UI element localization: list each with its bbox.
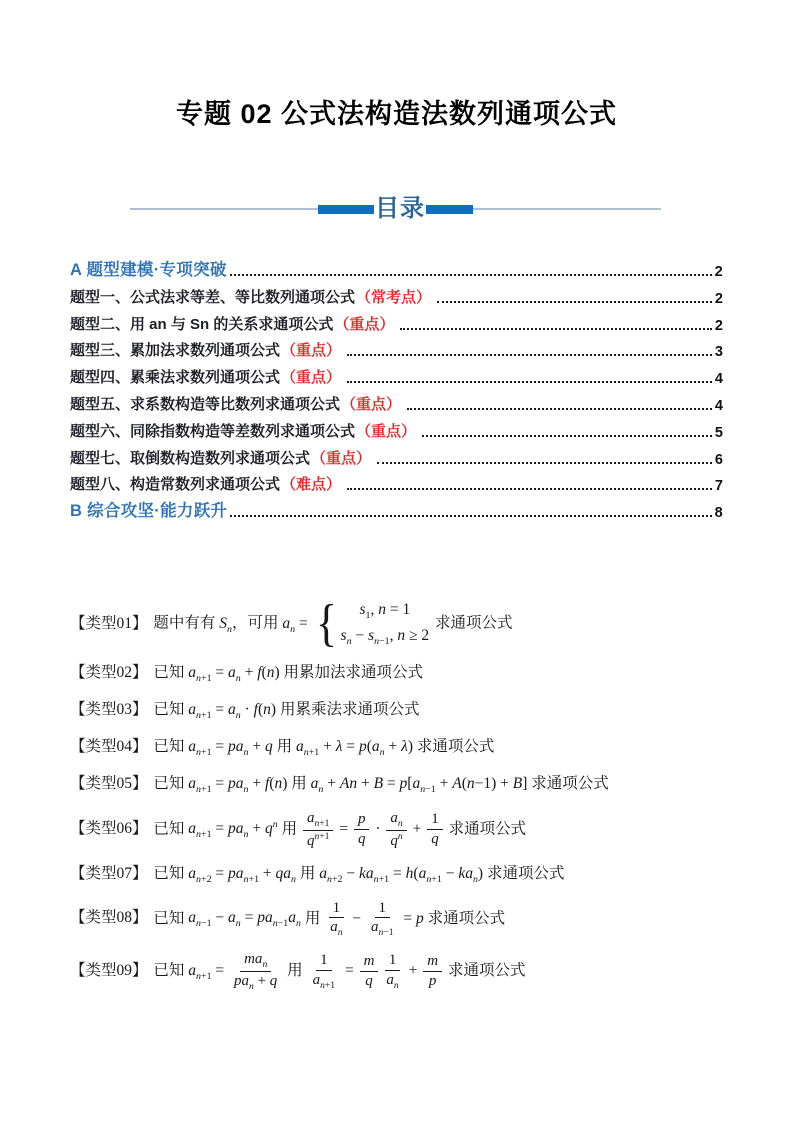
math-fraction	[423, 952, 442, 991]
formula-type-tag: 【类型01】	[70, 614, 148, 632]
toc-entry-label: 题型七、取倒数构造数列求通项公式	[70, 449, 311, 467]
fraction-denominator: $q^n$	[390, 830, 403, 849]
toc-page-number: 4	[714, 371, 723, 388]
formula-text: 用	[283, 962, 307, 980]
page-title: 专题 02 公式法构造法数列通项公式	[175, 99, 618, 129]
fraction-denominator: $q^{n+1}$	[306, 830, 330, 849]
divider-line-right	[473, 208, 661, 210]
toc-page-number: 2	[714, 264, 723, 280]
formula-text: 已知	[153, 962, 189, 980]
fraction-numerator: 1	[316, 951, 332, 971]
fraction-numerator: $a_n$	[386, 809, 406, 831]
fraction-denominator: $pa_n + q$	[234, 973, 278, 993]
math-fraction	[230, 950, 281, 993]
toc-entry-label: 题型二、用 an 与 Sn 的关系求通项公式	[70, 315, 334, 333]
formula-text: 已知	[153, 820, 189, 838]
formula-text: 求通项公式	[423, 909, 506, 927]
formula-text: ，可用	[231, 614, 283, 632]
toc-entry-label: 题型三、累加法求数列通项公式	[70, 342, 281, 360]
toc-entry[interactable]	[70, 287, 723, 307]
formula-text: 用	[287, 774, 311, 792]
toc-entry-tag: （重点）	[281, 369, 342, 387]
toc-dot-leader	[347, 488, 712, 490]
formula-type-tag: 【类型09】	[70, 962, 148, 980]
formula-text: 题中有有	[153, 614, 220, 632]
formula-text: 用累乘法求通项公式	[276, 700, 420, 718]
toc-entry-label: A 题型建模·专项突破	[70, 261, 227, 279]
math-expression: $a_{n+2} - ka_{n+1} = h(a_{n+1} - ka_n)$	[319, 864, 484, 885]
toc-entry[interactable]	[70, 340, 723, 360]
math-fraction	[326, 899, 346, 940]
toc-dot-leader	[347, 381, 712, 383]
cases-rows	[339, 598, 430, 650]
math-expression: =	[341, 962, 358, 980]
toc-dot-leader	[422, 435, 712, 437]
formula-text: 求通项公式	[444, 820, 527, 838]
toc-entry-tag: （重点）	[281, 342, 342, 360]
formula-type-row	[70, 899, 740, 940]
formula-text: 用	[272, 737, 296, 755]
formula-text: 已知	[153, 864, 189, 882]
formula-type-tag: 【类型05】	[70, 774, 148, 792]
formula-text: 已知	[153, 737, 189, 755]
toc-entry-label: B 综合攻坚·能力跃升	[70, 502, 228, 521]
cases-row: $s_n - s_{n-1}$, n ≥ 2	[340, 626, 430, 648]
math-fraction	[354, 810, 370, 849]
formula-text: 已知	[153, 909, 189, 927]
formula-text: 已知	[153, 774, 189, 792]
toc-entry-label: 题型四、累乘法求数列通项公式	[70, 369, 281, 387]
fraction-denominator: q	[357, 831, 366, 848]
toc-entry-label: 题型六、同除指数构造等差数列求通项公式	[70, 422, 356, 440]
fraction-denominator: $a_{n+1}$	[312, 972, 336, 992]
toc-accent-bar-left	[318, 205, 374, 214]
math-expression: $a_{n+2} = pa_{n+1} + qa_n$	[188, 864, 296, 885]
math-expression: =	[335, 820, 352, 838]
formula-type-row	[70, 809, 740, 851]
formula-text: 用累加法求通项公式	[279, 663, 424, 681]
fraction-denominator: q	[431, 831, 439, 848]
formula-type-row	[70, 661, 740, 687]
formula-type-tag: 【类型04】	[70, 737, 148, 755]
math-expression: = p	[399, 909, 424, 927]
fraction-numerator: 1	[329, 899, 345, 919]
math-fraction	[360, 952, 379, 991]
fraction-denominator: p	[428, 973, 437, 990]
fraction-numerator: 1	[375, 899, 391, 919]
toc-entry[interactable]	[70, 474, 723, 494]
math-expression: −	[348, 909, 365, 927]
formula-type-row	[70, 698, 740, 724]
toc-page-number: 8	[714, 505, 723, 522]
toc-page-number: 5	[714, 424, 723, 441]
math-expression: $S_n$	[219, 614, 232, 635]
toc-entry-label: 题型五、求系数构造等比数列求通项公式	[70, 395, 341, 413]
toc-entry[interactable]	[70, 314, 723, 334]
toc-entry[interactable]	[70, 421, 723, 441]
math-expression: $a_{n-1} - a_n = pa_{n-1}a_n$	[188, 909, 301, 930]
math-expression: $a_n$ =	[282, 614, 312, 635]
toc-dot-leader	[347, 354, 712, 356]
toc-entry-tag: （常考点）	[356, 288, 432, 306]
math-expression: $a_{n+1} = a_n \cdot f(n)$	[188, 700, 277, 721]
toc-page-number: 3	[714, 344, 723, 361]
fraction-numerator: 1	[385, 951, 401, 971]
formula-type-row	[70, 772, 740, 798]
toc-entry-tag: （重点）	[356, 422, 417, 440]
math-expression: $a_{n+1} + \lambda = p(a_n + \lambda)$	[296, 737, 413, 758]
toc-dot-leader	[400, 328, 712, 330]
formula-text: 用	[300, 909, 325, 927]
math-fraction	[367, 899, 398, 940]
toc-header	[130, 193, 661, 225]
formula-type-row	[70, 735, 740, 761]
formula-type-row	[70, 950, 740, 993]
math-fraction	[309, 951, 340, 992]
formula-text: 求通项公式	[483, 864, 565, 882]
toc-dot-leader	[437, 301, 712, 303]
formula-text: 已知	[153, 700, 189, 718]
toc-entry-tag: （重点）	[334, 315, 395, 333]
math-expression: +	[404, 962, 422, 980]
toc-title: 目录	[375, 195, 425, 222]
formula-text: 求通项公式	[412, 737, 495, 755]
toc-entry[interactable]	[70, 448, 723, 468]
toc-entry-label: 题型八、构造常数列求通项公式	[70, 476, 281, 494]
cases-brace: {	[315, 594, 337, 652]
toc-entry[interactable]	[70, 367, 723, 387]
toc-entry[interactable]	[70, 260, 723, 280]
fraction-numerator: m	[423, 952, 442, 972]
math-expression: $a_{n+1}$ =	[188, 962, 229, 983]
fraction-denominator: q	[365, 973, 373, 990]
toc-dot-leader	[377, 462, 712, 464]
cases-row: $s_1$, n = 1	[359, 601, 411, 622]
math-expression: $a_{n+1} = pa_n + q$	[188, 737, 273, 758]
toc-page-number: 2	[714, 317, 723, 334]
toc-accent-bar-right	[426, 205, 473, 214]
formula-text: 用	[277, 820, 301, 838]
fraction-numerator: 1	[427, 810, 443, 830]
math-expression: $a_{n+1} = pa_n + q^n$	[188, 819, 278, 841]
math-fraction	[386, 809, 406, 851]
formula-text: 求通项公式	[527, 774, 609, 792]
toc-page-number: 2	[714, 290, 723, 307]
fraction-numerator: m	[360, 952, 379, 972]
toc-dot-leader	[230, 274, 712, 276]
fraction-denominator: $a_{n-1}$	[371, 919, 394, 939]
math-expression: +	[408, 820, 426, 838]
toc-page-number: 6	[714, 451, 723, 468]
toc-entry[interactable]	[70, 394, 723, 414]
formula-text: 已知	[153, 663, 189, 681]
fraction-denominator: $a_n$	[330, 919, 343, 939]
formula-type-tag: 【类型06】	[70, 820, 148, 838]
formula-text: 求通项公式	[444, 962, 526, 980]
toc-dot-leader	[407, 408, 712, 410]
math-expression: ·	[371, 820, 385, 838]
toc-entry-tag: （重点）	[311, 449, 372, 467]
toc-entry[interactable]	[70, 501, 723, 521]
toc-entry-label: 题型一、公式法求等差、等比数列通项公式	[70, 288, 356, 306]
toc-list	[70, 260, 723, 528]
divider-line-left	[130, 208, 318, 210]
formula-text: 求通项公式	[431, 614, 513, 632]
fraction-numerator: $ma_n$	[240, 950, 271, 972]
math-fraction	[427, 810, 443, 849]
fraction-denominator: $a_n$	[386, 972, 399, 992]
fraction-numerator: $a_{n+1}$	[303, 809, 334, 831]
toc-entry-tag: （难点）	[281, 476, 342, 494]
formula-type-tag: 【类型03】	[70, 700, 148, 718]
formula-type-row	[70, 862, 740, 888]
toc-page-number: 4	[714, 397, 723, 414]
math-fraction	[382, 951, 402, 992]
formula-type-list	[70, 594, 740, 1004]
formula-type-tag: 【类型02】	[70, 663, 148, 681]
fraction-numerator: p	[354, 810, 370, 830]
toc-dot-leader	[230, 515, 711, 517]
toc-entry-tag: （重点）	[341, 395, 402, 413]
formula-text: 用	[295, 864, 320, 882]
formula-type-tag: 【类型08】	[70, 909, 148, 927]
math-expression: $a_n + An + B = p[a_{n-1} + A(n-1) + B]$	[310, 774, 528, 795]
math-expression: $a_{n+1} = pa_n + f(n)$	[188, 774, 288, 795]
math-expression: $a_{n+1} = a_n + f(n)$	[188, 663, 280, 685]
math-cases	[314, 594, 430, 652]
formula-type-row	[70, 594, 740, 652]
toc-page-number: 7	[714, 478, 723, 495]
math-fraction	[303, 809, 334, 851]
formula-type-tag: 【类型07】	[70, 864, 148, 882]
